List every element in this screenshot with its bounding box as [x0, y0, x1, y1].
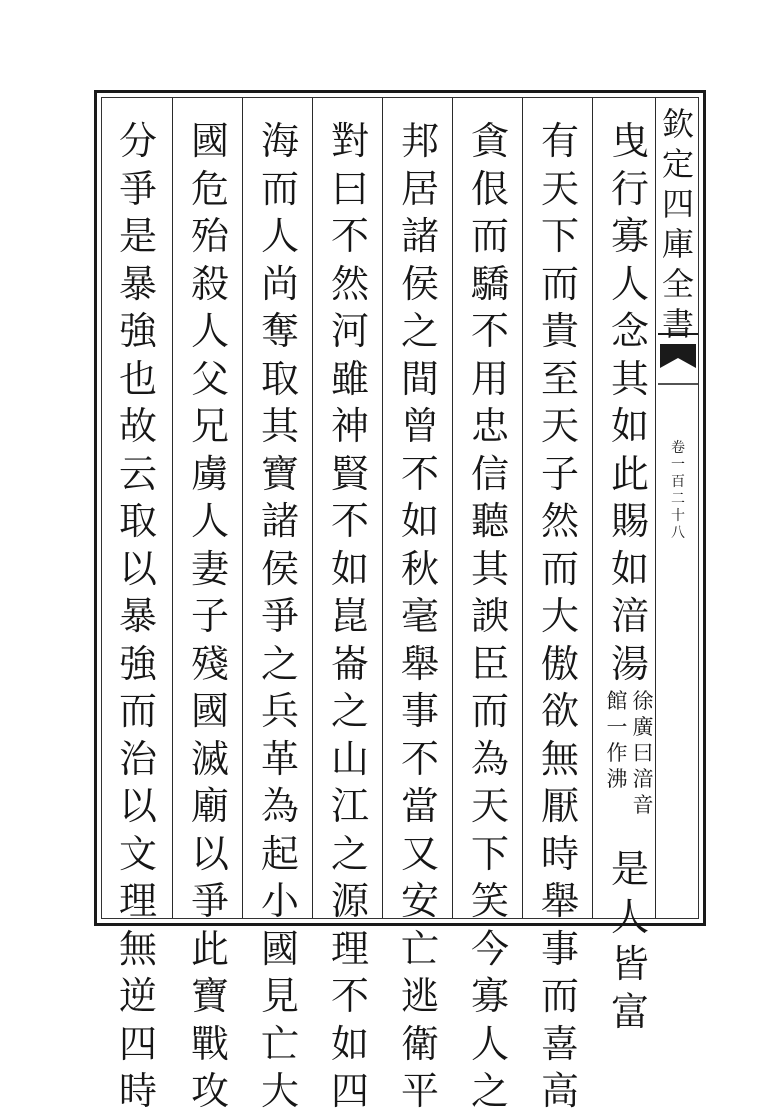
commentary-note — [602, 688, 658, 846]
main-char: 崑 — [330, 594, 369, 638]
main-char: 天 — [540, 166, 579, 211]
main-char: 不 — [400, 736, 439, 781]
main-char: 而 — [540, 546, 579, 591]
margin-juan-char: 卷 — [671, 440, 685, 456]
main-char: 無 — [540, 736, 579, 781]
main-char: 喜 — [540, 1021, 579, 1066]
margin-title-char: 庫 — [661, 225, 694, 263]
main-char: 其 — [260, 404, 299, 448]
main-char: 寶 — [190, 974, 229, 1018]
main-char: 如 — [330, 1021, 369, 1066]
column-divider — [172, 98, 173, 918]
margin-title-char: 定 — [661, 145, 694, 183]
note-char: 音 — [632, 793, 654, 817]
main-char: 驕 — [470, 261, 509, 306]
main-char: 高 — [540, 1069, 579, 1113]
main-char: 舉 — [400, 641, 439, 686]
main-char: 富 — [610, 989, 649, 1034]
main-char: 間 — [400, 356, 439, 401]
main-char: 安 — [400, 879, 439, 923]
main-char: 邦 — [400, 119, 439, 163]
main-char: 賢 — [330, 451, 369, 496]
main-char: 其 — [610, 356, 649, 401]
main-char: 殆 — [190, 214, 229, 258]
main-char: 而 — [118, 689, 157, 733]
main-char: 殺 — [190, 261, 229, 306]
main-char: 子 — [190, 594, 229, 638]
main-char: 天 — [470, 784, 509, 828]
note-char: 徐 — [632, 689, 654, 713]
main-char: 奪 — [260, 309, 299, 353]
main-char: 諸 — [400, 214, 439, 258]
main-char: 時 — [540, 831, 579, 876]
main-char: 曰 — [330, 166, 369, 211]
main-char: 人 — [260, 214, 299, 258]
main-char: 人 — [610, 894, 649, 939]
main-char: 理 — [118, 879, 157, 923]
main-char: 衛 — [400, 1021, 439, 1066]
main-char: 國 — [260, 926, 299, 971]
main-char: 暴 — [118, 261, 157, 306]
main-char: 曳 — [610, 119, 649, 163]
text-column — [110, 118, 166, 1116]
margin-title-char: 書 — [661, 305, 694, 343]
main-char: 不 — [330, 974, 369, 1018]
main-char: 然 — [540, 499, 579, 543]
main-char: 人 — [610, 261, 649, 306]
main-char: 不 — [470, 309, 509, 353]
main-char: 不 — [330, 214, 369, 258]
main-char: 而 — [540, 261, 579, 306]
main-char: 國 — [190, 689, 229, 733]
fishtail-mark — [656, 328, 700, 424]
main-char: 是 — [610, 847, 649, 891]
margin-juan-char: 一 — [671, 457, 685, 473]
column-divider — [242, 98, 243, 918]
column-divider — [312, 98, 313, 918]
main-char: 四 — [330, 1069, 369, 1113]
main-char: 貪 — [470, 119, 509, 163]
text-column — [322, 118, 378, 1116]
main-char: 江 — [330, 784, 369, 828]
main-char: 廟 — [190, 784, 229, 828]
main-char: 海 — [260, 119, 299, 163]
column-divider — [382, 98, 383, 918]
text-column — [182, 118, 238, 1116]
main-char: 如 — [610, 404, 649, 448]
main-char: 如 — [330, 546, 369, 591]
text-column — [252, 118, 308, 1116]
main-char: 而 — [470, 689, 509, 733]
main-char: 侯 — [400, 261, 439, 306]
main-char: 秋 — [400, 546, 439, 591]
main-char: 理 — [330, 926, 369, 971]
note-char: 廣 — [632, 715, 654, 739]
main-char: 此 — [610, 451, 649, 496]
commentary-line-right — [630, 688, 656, 846]
main-char: 之 — [400, 309, 439, 353]
main-char: 如 — [400, 499, 439, 543]
main-char: 又 — [400, 831, 439, 876]
main-char: 是 — [118, 214, 157, 258]
note-char: 曰 — [632, 741, 654, 765]
main-char: 戰 — [190, 1021, 229, 1066]
margin-title-char: 四 — [661, 185, 694, 223]
main-char: 其 — [470, 546, 509, 591]
main-char: 大 — [540, 594, 579, 638]
main-char: 殘 — [190, 641, 229, 686]
main-char: 也 — [118, 356, 157, 401]
column-divider — [592, 98, 593, 918]
main-char: 文 — [118, 831, 157, 876]
text-column — [462, 118, 518, 1116]
main-char: 欲 — [540, 689, 579, 733]
main-char: 爭 — [260, 594, 299, 638]
main-char: 事 — [400, 689, 439, 733]
main-char: 厭 — [540, 784, 579, 828]
main-char: 侯 — [260, 546, 299, 591]
main-char: 湯 — [610, 641, 649, 686]
main-char: 尚 — [260, 261, 299, 306]
main-char: 妻 — [190, 546, 229, 591]
main-char: 亡 — [260, 1021, 299, 1066]
main-char: 而 — [470, 214, 509, 258]
main-char: 起 — [260, 831, 299, 876]
main-char: 取 — [260, 356, 299, 401]
main-char: 無 — [118, 926, 157, 971]
main-char: 不 — [400, 451, 439, 496]
main-char: 父 — [190, 356, 229, 401]
main-char: 逃 — [400, 974, 439, 1018]
main-char: 爭 — [118, 166, 157, 211]
main-char: 佷 — [470, 166, 509, 211]
main-char: 國 — [190, 119, 229, 163]
main-char: 攻 — [190, 1069, 229, 1113]
main-char: 故 — [118, 404, 157, 448]
commentary-line-left — [604, 688, 630, 846]
main-char: 亡 — [400, 926, 439, 971]
main-char: 寡 — [470, 974, 509, 1018]
main-char: 以 — [118, 546, 157, 591]
main-char: 念 — [610, 309, 649, 353]
margin-juan-char: 十 — [671, 508, 685, 524]
main-char: 而 — [540, 974, 579, 1018]
main-char: 毫 — [400, 594, 439, 638]
main-char: 崙 — [330, 641, 369, 686]
main-char: 然 — [330, 261, 369, 306]
main-char: 天 — [540, 404, 579, 448]
main-char: 下 — [540, 214, 579, 258]
main-char: 不 — [330, 499, 369, 543]
main-char: 平 — [400, 1069, 439, 1113]
main-char: 如 — [610, 546, 649, 591]
main-char: 暴 — [118, 594, 157, 638]
main-char: 強 — [118, 641, 157, 686]
main-char: 用 — [470, 356, 509, 401]
main-char: 逆 — [118, 974, 157, 1018]
main-char: 強 — [118, 309, 157, 353]
main-char: 人 — [190, 499, 229, 543]
note-char: 湆 — [632, 767, 654, 791]
main-char: 為 — [260, 784, 299, 828]
main-char: 雖 — [330, 356, 369, 401]
main-char: 諛 — [470, 594, 509, 638]
main-char: 有 — [540, 119, 579, 163]
main-char: 曾 — [400, 404, 439, 448]
main-char: 神 — [330, 404, 369, 448]
main-char: 大 — [260, 1069, 299, 1113]
note-char: 一 — [606, 715, 628, 739]
main-char: 忠 — [470, 404, 509, 448]
main-char: 兵 — [260, 689, 299, 733]
note-char: 作 — [606, 741, 628, 765]
main-char: 人 — [190, 309, 229, 353]
margin-title-char: 全 — [661, 265, 694, 303]
main-char: 山 — [330, 736, 369, 781]
main-char: 今 — [470, 926, 509, 971]
main-char: 寶 — [260, 451, 299, 496]
main-char: 虜 — [190, 451, 229, 496]
text-column — [602, 118, 658, 1036]
main-char: 之 — [470, 1069, 509, 1113]
main-char: 河 — [330, 309, 369, 353]
main-char: 湆 — [610, 594, 649, 638]
main-char: 子 — [540, 451, 579, 496]
main-char: 見 — [260, 974, 299, 1018]
main-char: 四 — [118, 1021, 157, 1066]
main-char: 小 — [260, 879, 299, 923]
column-divider — [522, 98, 523, 918]
fold-margin — [656, 96, 700, 920]
main-char: 當 — [400, 784, 439, 828]
text-column — [392, 118, 448, 1116]
main-char: 為 — [470, 736, 509, 781]
main-char: 之 — [330, 689, 369, 733]
main-char: 事 — [540, 926, 579, 971]
main-char: 爭 — [190, 879, 229, 923]
main-char: 皆 — [610, 942, 649, 986]
main-char: 臣 — [470, 641, 509, 686]
main-char: 行 — [610, 166, 649, 211]
main-char: 以 — [190, 831, 229, 876]
main-char: 分 — [118, 119, 157, 163]
margin-juan-char: 二 — [671, 491, 685, 507]
main-char: 居 — [400, 166, 439, 211]
main-char: 兄 — [190, 404, 229, 448]
main-char: 舉 — [540, 879, 579, 923]
main-char: 傲 — [540, 641, 579, 686]
main-char: 源 — [330, 879, 369, 923]
main-char: 以 — [118, 784, 157, 828]
main-char: 治 — [118, 736, 157, 781]
main-char: 至 — [540, 356, 579, 401]
main-char: 云 — [118, 451, 157, 496]
main-char: 諸 — [260, 499, 299, 543]
main-char: 貴 — [540, 309, 579, 353]
text-column — [532, 118, 588, 1116]
main-char: 滅 — [190, 736, 229, 781]
margin-juan-char: 八 — [671, 525, 685, 541]
main-char: 下 — [470, 831, 509, 876]
main-char: 人 — [470, 1021, 509, 1066]
main-char: 危 — [190, 166, 229, 211]
note-char: 館 — [606, 689, 628, 713]
main-char: 笑 — [470, 879, 509, 923]
main-char: 聽 — [470, 499, 509, 543]
main-char: 賜 — [610, 499, 649, 543]
main-char: 時 — [118, 1069, 157, 1113]
note-char: 沸 — [606, 767, 628, 791]
margin-title — [656, 104, 700, 344]
column-divider — [452, 98, 453, 918]
margin-juan-char: 百 — [671, 474, 685, 490]
main-char: 取 — [118, 499, 157, 543]
main-char: 對 — [330, 119, 369, 163]
main-char: 信 — [470, 451, 509, 496]
main-char: 之 — [330, 831, 369, 876]
main-char: 而 — [260, 166, 299, 211]
main-char: 此 — [190, 926, 229, 971]
main-char: 革 — [260, 736, 299, 781]
margin-title-char: 欽 — [661, 105, 694, 143]
margin-juan-label — [656, 440, 700, 542]
main-char: 之 — [260, 641, 299, 686]
main-char: 寡 — [610, 214, 649, 258]
